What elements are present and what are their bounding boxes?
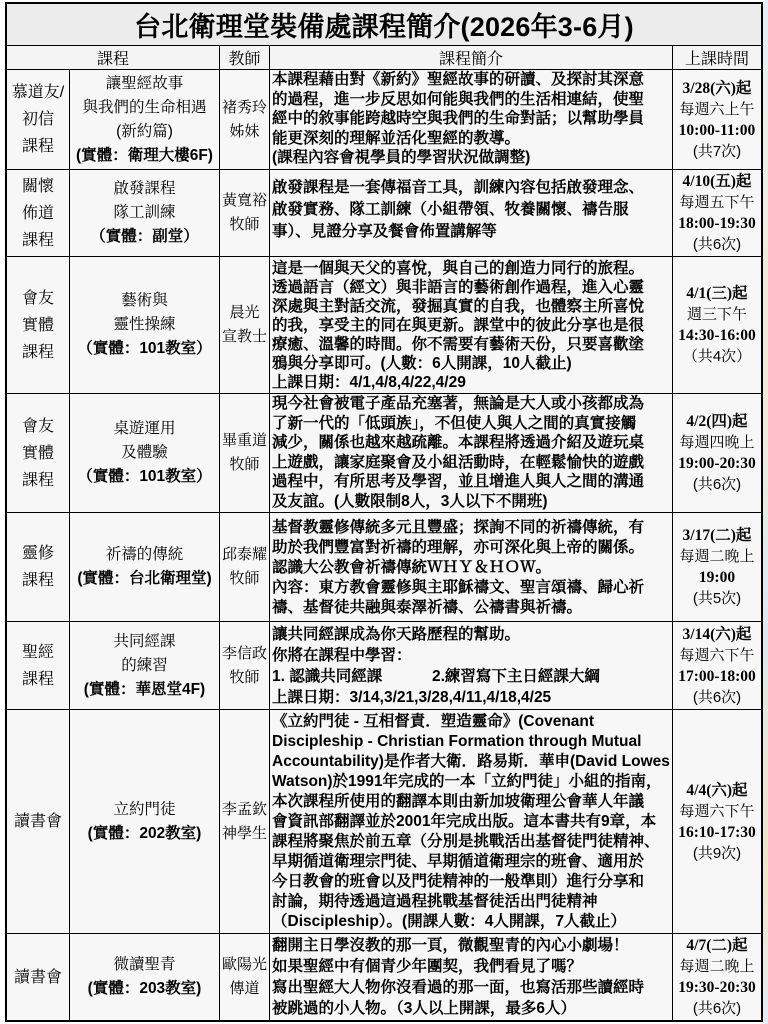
- schedule-cell: [673, 934, 761, 1020]
- teacher-title: 牧師: [229, 570, 260, 587]
- schedule-cell: [673, 170, 761, 256]
- description-cell: [270, 257, 672, 393]
- category-line: 課程: [21, 138, 54, 155]
- course-name-line: 靈性操練: [113, 316, 176, 333]
- course-cell: [70, 257, 219, 393]
- header-schedule: 上課時間: [673, 46, 761, 69]
- description-line: 過程中，有所思考及學習，並且增進人與人之間的溝通: [272, 473, 645, 490]
- teacher-cell: [220, 170, 269, 256]
- schedule-weekly: 每週六下午: [679, 646, 755, 664]
- description-cell: [270, 70, 672, 169]
- description-line: 啟發實務、隊工訓練（小組帶領、牧養關懷、禱告服: [272, 201, 629, 218]
- course-name-line: 及體驗: [121, 444, 168, 461]
- course-name-line: 的練習: [121, 656, 168, 674]
- description-line: 及友誼。(人數限制8人，3人以下不開班): [272, 492, 548, 510]
- description-line: 本課程藉由對《新約》聖經故事的研讀、及探討其深意: [272, 71, 645, 88]
- schedule-start: 3/17(二)起: [682, 527, 752, 544]
- description-line: 你將在課程中學習：: [272, 647, 412, 664]
- category-line: 課程: [21, 572, 54, 589]
- schedule-start: 4/7(二)起: [686, 937, 748, 954]
- teacher-name: 邱泰耀: [221, 546, 267, 563]
- schedule-time: 18:00-19:30: [678, 215, 756, 232]
- category-cell: [7, 934, 69, 1020]
- schedule-time: 19:00-20:30: [678, 455, 756, 472]
- category-line: 課程: [21, 231, 54, 249]
- course-name-line: 祈禱的傳統: [105, 546, 184, 563]
- category-line: 讀書會: [13, 968, 62, 986]
- teacher-cell: [220, 710, 269, 933]
- teacher-name: 晨光: [229, 304, 260, 321]
- description-line: 今日教會的班會以及門徒精神的一般準則）進行分享和: [272, 873, 645, 890]
- description-line: 透過語言（經文）與非語言的藝術創作過程，進入心靈: [272, 279, 645, 296]
- description-line: 現今社會被電子產品充塞著，無論是大人或小孩都成為: [272, 395, 645, 412]
- schedule-cell: [673, 70, 761, 169]
- teacher-cell: [220, 622, 269, 709]
- page-title: 台北衛理堂裝備處課程簡介(2026年3-6月): [7, 4, 761, 45]
- schedule-cell: [673, 257, 761, 393]
- description-line: 減少，關係也越來越疏離。本課程將透過介紹及遊玩桌: [272, 434, 645, 451]
- description-line: Watson)於1991年完成的一本「立約門徒」小組的指南，: [272, 773, 662, 790]
- category-cell: [7, 70, 69, 169]
- schedule-cell: [673, 622, 761, 709]
- header-teacher: 教師: [220, 46, 269, 69]
- description-line: 深處與主對話交流，發掘真實的自我，也體察主所喜悅: [272, 298, 645, 315]
- teacher-cell: [220, 934, 269, 1020]
- category-cell: [7, 710, 69, 933]
- description-line: 討論，期待透過這過程挑戰基督徒活出門徒精神: [272, 893, 598, 910]
- schedule-sessions: (共5次): [692, 590, 742, 607]
- category-line: 會友: [21, 417, 54, 435]
- category-line: 會友: [21, 289, 54, 307]
- description-line: 鴉與分享即可。(人數：6人開課，10人截止): [272, 355, 572, 372]
- schedule-start: 3/14(六)起: [682, 625, 752, 643]
- course-name-line: (新約篇): [116, 122, 173, 140]
- description-line: 早期循道衛理宗門徒、早期循道衛理宗的班會、適用於: [272, 853, 645, 870]
- course-name-line: 與我們的生命相遇: [82, 98, 207, 116]
- description-line: 課程將聚焦於前五章（分別是挑戰活出基督徒門徒精神、: [272, 833, 660, 850]
- category-line: 課程: [21, 471, 54, 489]
- description-cell: [270, 513, 672, 621]
- course-name-line: 微讀聖青: [113, 956, 176, 973]
- schedule-weekly: 每週四晚上: [679, 434, 755, 451]
- category-line: 佈道: [21, 204, 54, 222]
- description-line: 被跳過的小人物。（3人以上開課，最多6人）: [272, 1000, 576, 1017]
- description-line: 會資訊部翻譯並於2001年完成出版。這本書共有9章，本: [272, 813, 657, 830]
- class-dates: 上課日期：3/14,3/21,3/28,4/11,4/18,4/25: [272, 689, 552, 706]
- description-line: 本次課程所使用的翻譯本則由新加坡衛理公會華人年議: [272, 793, 645, 810]
- schedule-time: 14:30-16:00: [678, 327, 756, 344]
- schedule-weekly: 每週二晚上: [679, 958, 755, 975]
- course-name-line: 桌遊運用: [113, 420, 176, 437]
- schedule-sessions: (共6次): [692, 1000, 742, 1017]
- course-cell: [70, 394, 219, 512]
- schedule-cell: [673, 513, 761, 621]
- schedule-start: 4/10(五)起: [682, 173, 752, 190]
- course-cell: [70, 710, 219, 933]
- description-line: 如果聖經中有個青少年團契，我們看見了嗎？: [272, 958, 583, 975]
- description-cell: [270, 710, 672, 933]
- description-line: Accountability)是作者大衛．路易斯．華申(David Lowes: [272, 753, 670, 770]
- course-venue: （實體：101教室）: [77, 468, 212, 485]
- teacher-cell: [220, 513, 269, 621]
- description-line: 內容：東方教會靈修與主耶穌禱文、聖言頌禱、歸心祈: [272, 579, 645, 596]
- course-cell: [70, 622, 219, 709]
- teacher-title: 牧師: [229, 456, 260, 473]
- description-line: 經中的敘事能跨越時空與我們的生命對話；以幫助學員: [272, 110, 645, 128]
- course-cell: [70, 70, 219, 169]
- category-line: 讀書會: [13, 813, 62, 830]
- course-venue: (實體：台北衛理堂): [77, 570, 212, 587]
- description-line: 寫出聖經大人物你沒看過的那一面，也寫活那些讀經時: [272, 979, 645, 996]
- course-name-line: 藝術與: [121, 292, 168, 309]
- schedule-sessions: (共6次): [692, 236, 742, 253]
- schedule-start: 4/2(四)起: [686, 413, 748, 430]
- teacher-title: 牧師: [229, 668, 260, 686]
- schedule-weekly: 每週六上午: [679, 100, 755, 118]
- description-line: 了新一代的「低頭族」，不但使人與人之間的真實接觸: [272, 414, 637, 432]
- schedule-start: 4/4(六)起: [686, 781, 748, 799]
- category-cell: [7, 170, 69, 256]
- schedule-sessions: （共4次）: [682, 348, 752, 365]
- schedule-sessions: (共6次): [692, 476, 742, 493]
- schedule-start: 4/1(三)起: [686, 285, 748, 302]
- category-line: 關懷: [21, 177, 54, 195]
- header-description: 課程簡介: [270, 46, 672, 69]
- header-course: 課程: [7, 46, 219, 69]
- teacher-name: 李信政: [221, 644, 267, 662]
- description-cell: [270, 394, 672, 512]
- schedule-start: 3/28(六)起: [682, 79, 752, 97]
- course-venue: (實體：203教室): [87, 980, 202, 997]
- description-line: 療癒、溫馨的時間。你不需要有藝術天份，只要喜歡塗: [272, 336, 645, 353]
- course-cell: [70, 170, 219, 256]
- teacher-name: 李孟欽: [221, 800, 267, 818]
- description-line: 的我，享受主的同在與更新。課堂中的彼此分享也是很: [272, 317, 645, 334]
- schedule-time: 19:30-20:30: [678, 979, 756, 996]
- description-line: 認識大公教會祈禱傳統ＷＨＹ＆ＨＯＷ。: [272, 559, 552, 576]
- course-name-line: 隊工訓練: [113, 204, 176, 221]
- teacher-cell: [220, 257, 269, 393]
- description-line: 翻開主日學沒教的那一頁，微觀聖青的內心小劇場！: [272, 937, 629, 954]
- description-line: 這是一個與天父的喜悅，與自己的創造力同行的旅程。: [272, 260, 645, 277]
- teacher-name: 褚秀玲: [221, 98, 267, 116]
- teacher-title: 宣教士: [221, 328, 267, 345]
- class-dates: 上課日期：4/1,4/8,4/22,4/29: [272, 374, 466, 391]
- description-line: 的過程，進一步反思如何能與我們的生活相連結，使聖: [272, 90, 645, 108]
- description-line: 禱、基督徒共融與泰澤祈禱、公禱書與祈禱。: [272, 599, 583, 616]
- description-line: 基督教靈修傳統多元且豐盛；探詢不同的祈禱傳統，有: [272, 519, 645, 536]
- teacher-cell: [220, 70, 269, 169]
- schedule-time: 10:00-11:00: [678, 121, 756, 139]
- course-name-line: 讓聖經故事: [105, 74, 184, 92]
- description-line: (課程內容會視學員的學習狀況做調整): [272, 149, 531, 167]
- schedule-time: 16:10-17:30: [678, 823, 756, 841]
- course-name-line: 立約門徒: [113, 800, 176, 818]
- description-cell: [270, 622, 672, 709]
- teacher-name: 黃寬裕: [221, 192, 267, 209]
- category-line: 實體: [21, 444, 54, 462]
- category-line: 聖經: [21, 643, 54, 661]
- course-venue: (實體：202教室): [87, 824, 202, 842]
- schedule-cell: [673, 710, 761, 933]
- schedule-time: 19:00: [698, 569, 736, 586]
- category-line: 課程: [21, 670, 54, 688]
- description-line: 啟發課程是一套傳福音工具，訓練內容包括啟發理念、: [272, 179, 645, 196]
- teacher-name: 畢重道: [221, 432, 267, 449]
- course-schedule-table: [5, 2, 763, 1022]
- teacher-title: 姊妹: [229, 122, 260, 140]
- category-line: 靈修: [21, 545, 54, 562]
- course-cell: [70, 513, 219, 621]
- category-cell: [7, 513, 69, 621]
- teacher-title: 神學生: [221, 824, 267, 842]
- schedule-weekly: 每週六下午: [679, 802, 755, 820]
- schedule-sessions: (共6次): [692, 688, 742, 706]
- course-name-line: 啟發課程: [113, 180, 176, 197]
- background-decoration: [763, 0, 768, 1024]
- course-venue: (實體：華恩堂4F): [83, 680, 206, 698]
- schedule-weekly: 週三下午: [686, 306, 747, 323]
- category-line: 初信: [21, 111, 54, 128]
- description-line: （Discipleship）。(開課人數：4人開課，7人截止）: [272, 913, 626, 930]
- category-cell: [7, 622, 69, 709]
- teacher-title: 傳道: [229, 980, 260, 997]
- description-line: 助於我們豐富對祈禱的理解，亦可深化與上帝的關係。: [272, 539, 645, 556]
- description-cell: [270, 170, 672, 256]
- category-line: 課程: [21, 343, 54, 361]
- schedule-weekly: 每週二晚上: [679, 548, 755, 565]
- course-venue: （實體：101教室）: [77, 340, 212, 357]
- schedule-time: 17:00-18:00: [678, 667, 756, 685]
- description-line: 能更深刻的理解並活化聖經的教導。: [272, 129, 521, 147]
- description-cell: [270, 934, 672, 1020]
- description-line: 讓共同經課成為你天路歷程的幫助。: [272, 626, 521, 643]
- learning-point: 2.練習寫下主日經課大綱: [432, 668, 600, 685]
- learning-points: [272, 666, 671, 687]
- teacher-name: 歐陽光: [221, 956, 267, 973]
- course-venue: (實體：衛理大樓6F): [76, 146, 213, 164]
- teacher-title: 牧師: [229, 216, 260, 233]
- category-cell: [7, 394, 69, 512]
- description-line: 事）、見證分享及餐會佈置講解等: [272, 223, 497, 240]
- description-line: Discipleship - Christian Formation through Mutual: [272, 733, 642, 750]
- schedule-sessions: (共7次): [692, 142, 742, 160]
- teacher-cell: [220, 394, 269, 512]
- schedule-cell: [673, 394, 761, 512]
- description-line: 《立約門徒 - 互相督責．塑造靈命》(Covenant: [272, 713, 595, 730]
- category-cell: [7, 257, 69, 393]
- description-line: 上遊戲，讓家庭聚會及小組活動時，在輕鬆愉快的遊戲: [272, 453, 645, 471]
- course-cell: [70, 934, 219, 1020]
- schedule-weekly: 每週五下午: [679, 194, 755, 211]
- schedule-sessions: (共9次): [692, 844, 742, 862]
- category-line: 慕道友/: [11, 84, 65, 101]
- course-venue: （實體：副堂）: [90, 228, 199, 245]
- category-line: 實體: [21, 316, 54, 334]
- learning-point: 1. 認識共同經課: [272, 668, 383, 685]
- course-name-line: 共同經課: [113, 632, 176, 650]
